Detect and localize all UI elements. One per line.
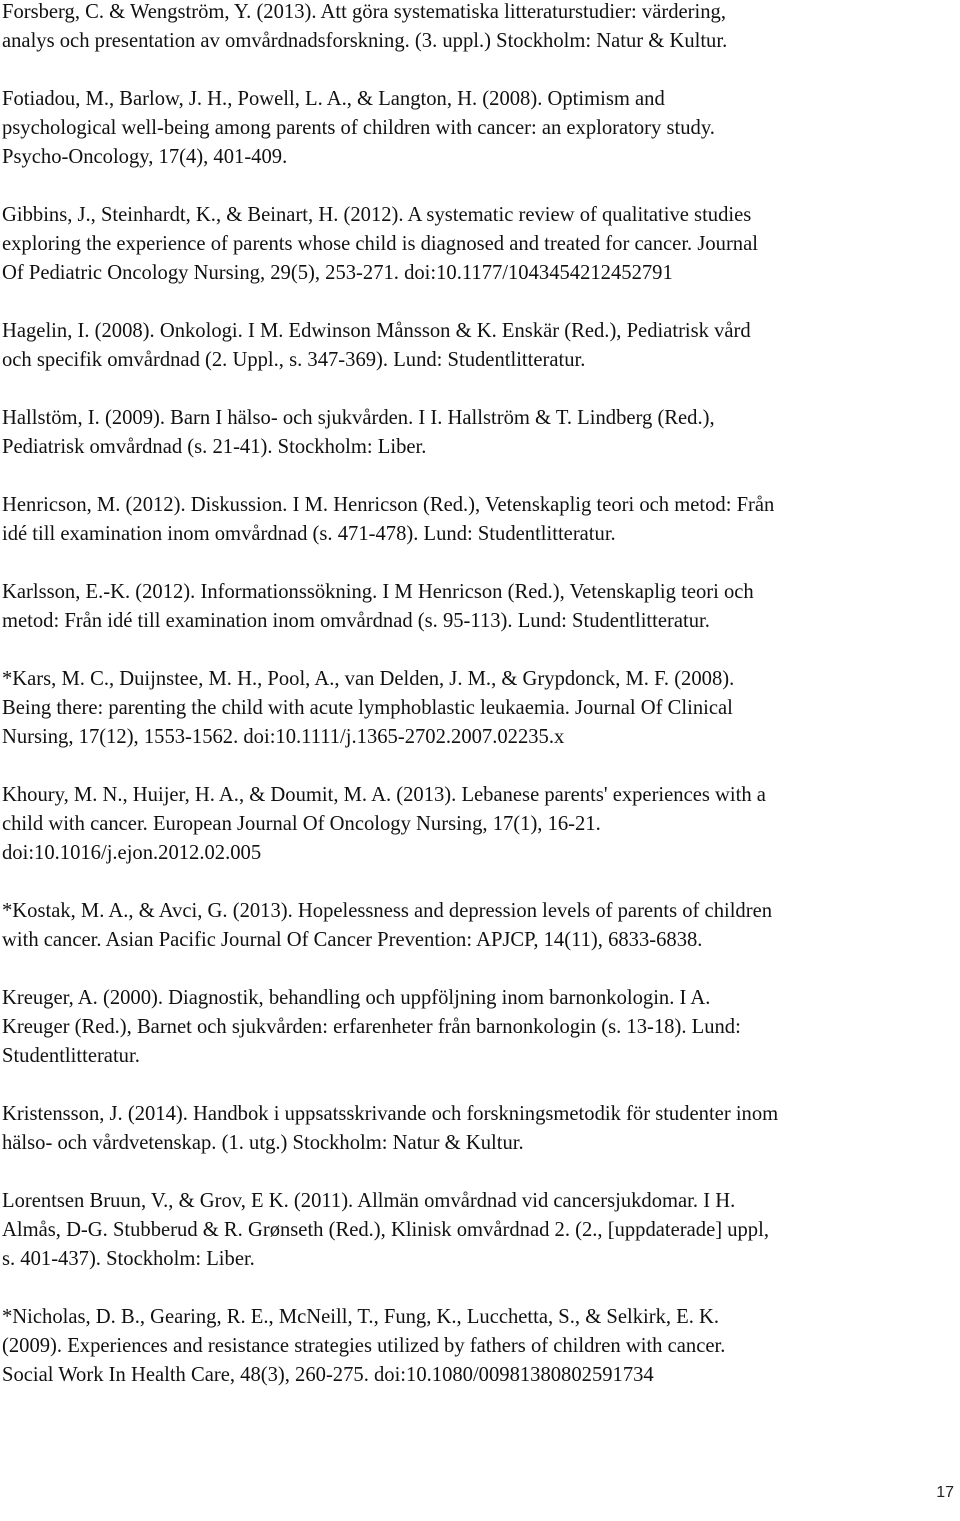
reference-line: Of Pediatric Oncology Nursing, 29(5), 253-271. doi:10.1177/1043454212452791: [2, 262, 673, 284]
reference-entry: [2, 85, 957, 172]
reference-entry: [2, 201, 957, 288]
reference-line: exploring the experience of parents whose child is diagnosed and treated for cancer. Journal: [2, 233, 758, 255]
reference-entry: [2, 665, 957, 752]
reference-entry: [2, 317, 957, 375]
reference-line: hälso- och vårdvetenskap. (1. utg.) Stockholm: Natur & Kultur.: [2, 1132, 524, 1154]
reference-entry: [2, 1100, 957, 1158]
reference-entry: [2, 897, 957, 955]
reference-entry: [2, 578, 957, 636]
reference-line: Almås, D-G. Stubberud & R. Grønseth (Red.), Klinisk omvårdnad 2. (2., [uppdaterade] uppl,: [2, 1219, 769, 1241]
reference-line: psychological well-being among parents of children with cancer: an exploratory study.: [2, 117, 715, 139]
reference-line: s. 401-437). Stockholm: Liber.: [2, 1248, 255, 1270]
reference-line: Fotiadou, M., Barlow, J. H., Powell, L. A., & Langton, H. (2008). Optimism and: [2, 88, 665, 110]
reference-line: Kreuger, A. (2000). Diagnostik, behandling och uppföljning inom barnonkologin. I A.: [2, 987, 711, 1009]
reference-entry: [2, 404, 957, 462]
reference-line: Social Work In Health Care, 48(3), 260-275. doi:10.1080/00981380802591734: [2, 1364, 654, 1386]
reference-line: Hallstöm, I. (2009). Barn I hälso- och sjukvården. I I. Hallström & T. Lindberg (Red.),: [2, 407, 715, 429]
reference-line: Khoury, M. N., Huijer, H. A., & Doumit, M. A. (2013). Lebanese parents' experiences with a: [2, 784, 766, 806]
reference-list: [2, 0, 957, 1419]
reference-line: *Kars, M. C., Duijnstee, M. H., Pool, A., van Delden, J. M., & Grypdonck, M. F. (2008).: [2, 668, 735, 690]
reference-line: Lorentsen Bruun, V., & Grov, E K. (2011). Allmän omvårdnad vid cancersjukdomar. I H.: [2, 1190, 736, 1212]
reference-line: Nursing, 17(12), 1553-1562. doi:10.1111/j.1365-2702.2007.02235.x: [2, 726, 565, 748]
reference-line: Being there: parenting the child with acute lymphoblastic leukaemia. Journal Of Clinical: [2, 697, 733, 719]
reference-line: idé till examination inom omvårdnad (s. 471-478). Lund: Studentlitteratur.: [2, 523, 616, 545]
reference-line: Gibbins, J., Steinhardt, K., & Beinart, H. (2012). A systematic review of qualitative studies: [2, 204, 752, 226]
reference-line: Kreuger (Red.), Barnet och sjukvården: erfarenheter från barnonkologin (s. 13-18). Lund:: [2, 1016, 741, 1038]
reference-entry: [2, 781, 957, 868]
reference-line: (2009). Experiences and resistance strategies utilized by fathers of children with cancer.: [2, 1335, 726, 1357]
reference-line: Hagelin, I. (2008). Onkologi. I M. Edwinson Månsson & K. Enskär (Red.), Pediatrisk vård: [2, 320, 751, 342]
reference-line: child with cancer. European Journal Of Oncology Nursing, 17(1), 16-21.: [2, 813, 601, 835]
reference-entry: [2, 1303, 957, 1390]
reference-line: Karlsson, E.-K. (2012). Informationssökning. I M Henricson (Red.), Vetenskaplig teori och: [2, 581, 754, 603]
reference-line: metod: Från idé till examination inom omvårdnad (s. 95-113). Lund: Studentlitteratur.: [2, 610, 710, 632]
page-number: 17: [936, 1484, 954, 1501]
reference-line: analys och presentation av omvårdnadsforskning. (3. uppl.) Stockholm: Natur & Kultur.: [2, 30, 728, 52]
reference-line: Henricson, M. (2012). Diskussion. I M. Henricson (Red.), Vetenskaplig teori och metod: Från: [2, 494, 775, 516]
reference-line: Kristensson, J. (2014). Handbok i uppsatsskrivande och forskningsmetodik för studenter inom: [2, 1103, 779, 1125]
reference-entry: [2, 491, 957, 549]
reference-line: *Kostak, M. A., & Avci, G. (2013). Hopelessness and depression levels of parents of children: [2, 900, 773, 922]
reference-line: *Nicholas, D. B., Gearing, R. E., McNeill, T., Fung, K., Lucchetta, S., & Selkirk, E. K.: [2, 1306, 720, 1328]
reference-line: och specifik omvårdnad (2. Uppl., s. 347-369). Lund: Studentlitteratur.: [2, 349, 586, 371]
reference-entry: [2, 984, 957, 1071]
reference-line: Forsberg, C. & Wengström, Y. (2013). Att göra systematiska litteraturstudier: värdering,: [2, 1, 726, 23]
reference-line: with cancer. Asian Pacific Journal Of Cancer Prevention: APJCP, 14(11), 6833-6838.: [2, 929, 703, 951]
reference-line: Pediatrisk omvårdnad (s. 21-41). Stockholm: Liber.: [2, 436, 427, 458]
reference-line: Studentlitteratur.: [2, 1045, 140, 1067]
reference-line: Psycho-Oncology, 17(4), 401-409.: [2, 146, 288, 168]
reference-entry: [2, 0, 957, 56]
reference-line: doi:10.1016/j.ejon.2012.02.005: [2, 842, 262, 864]
reference-entry: [2, 1187, 957, 1274]
